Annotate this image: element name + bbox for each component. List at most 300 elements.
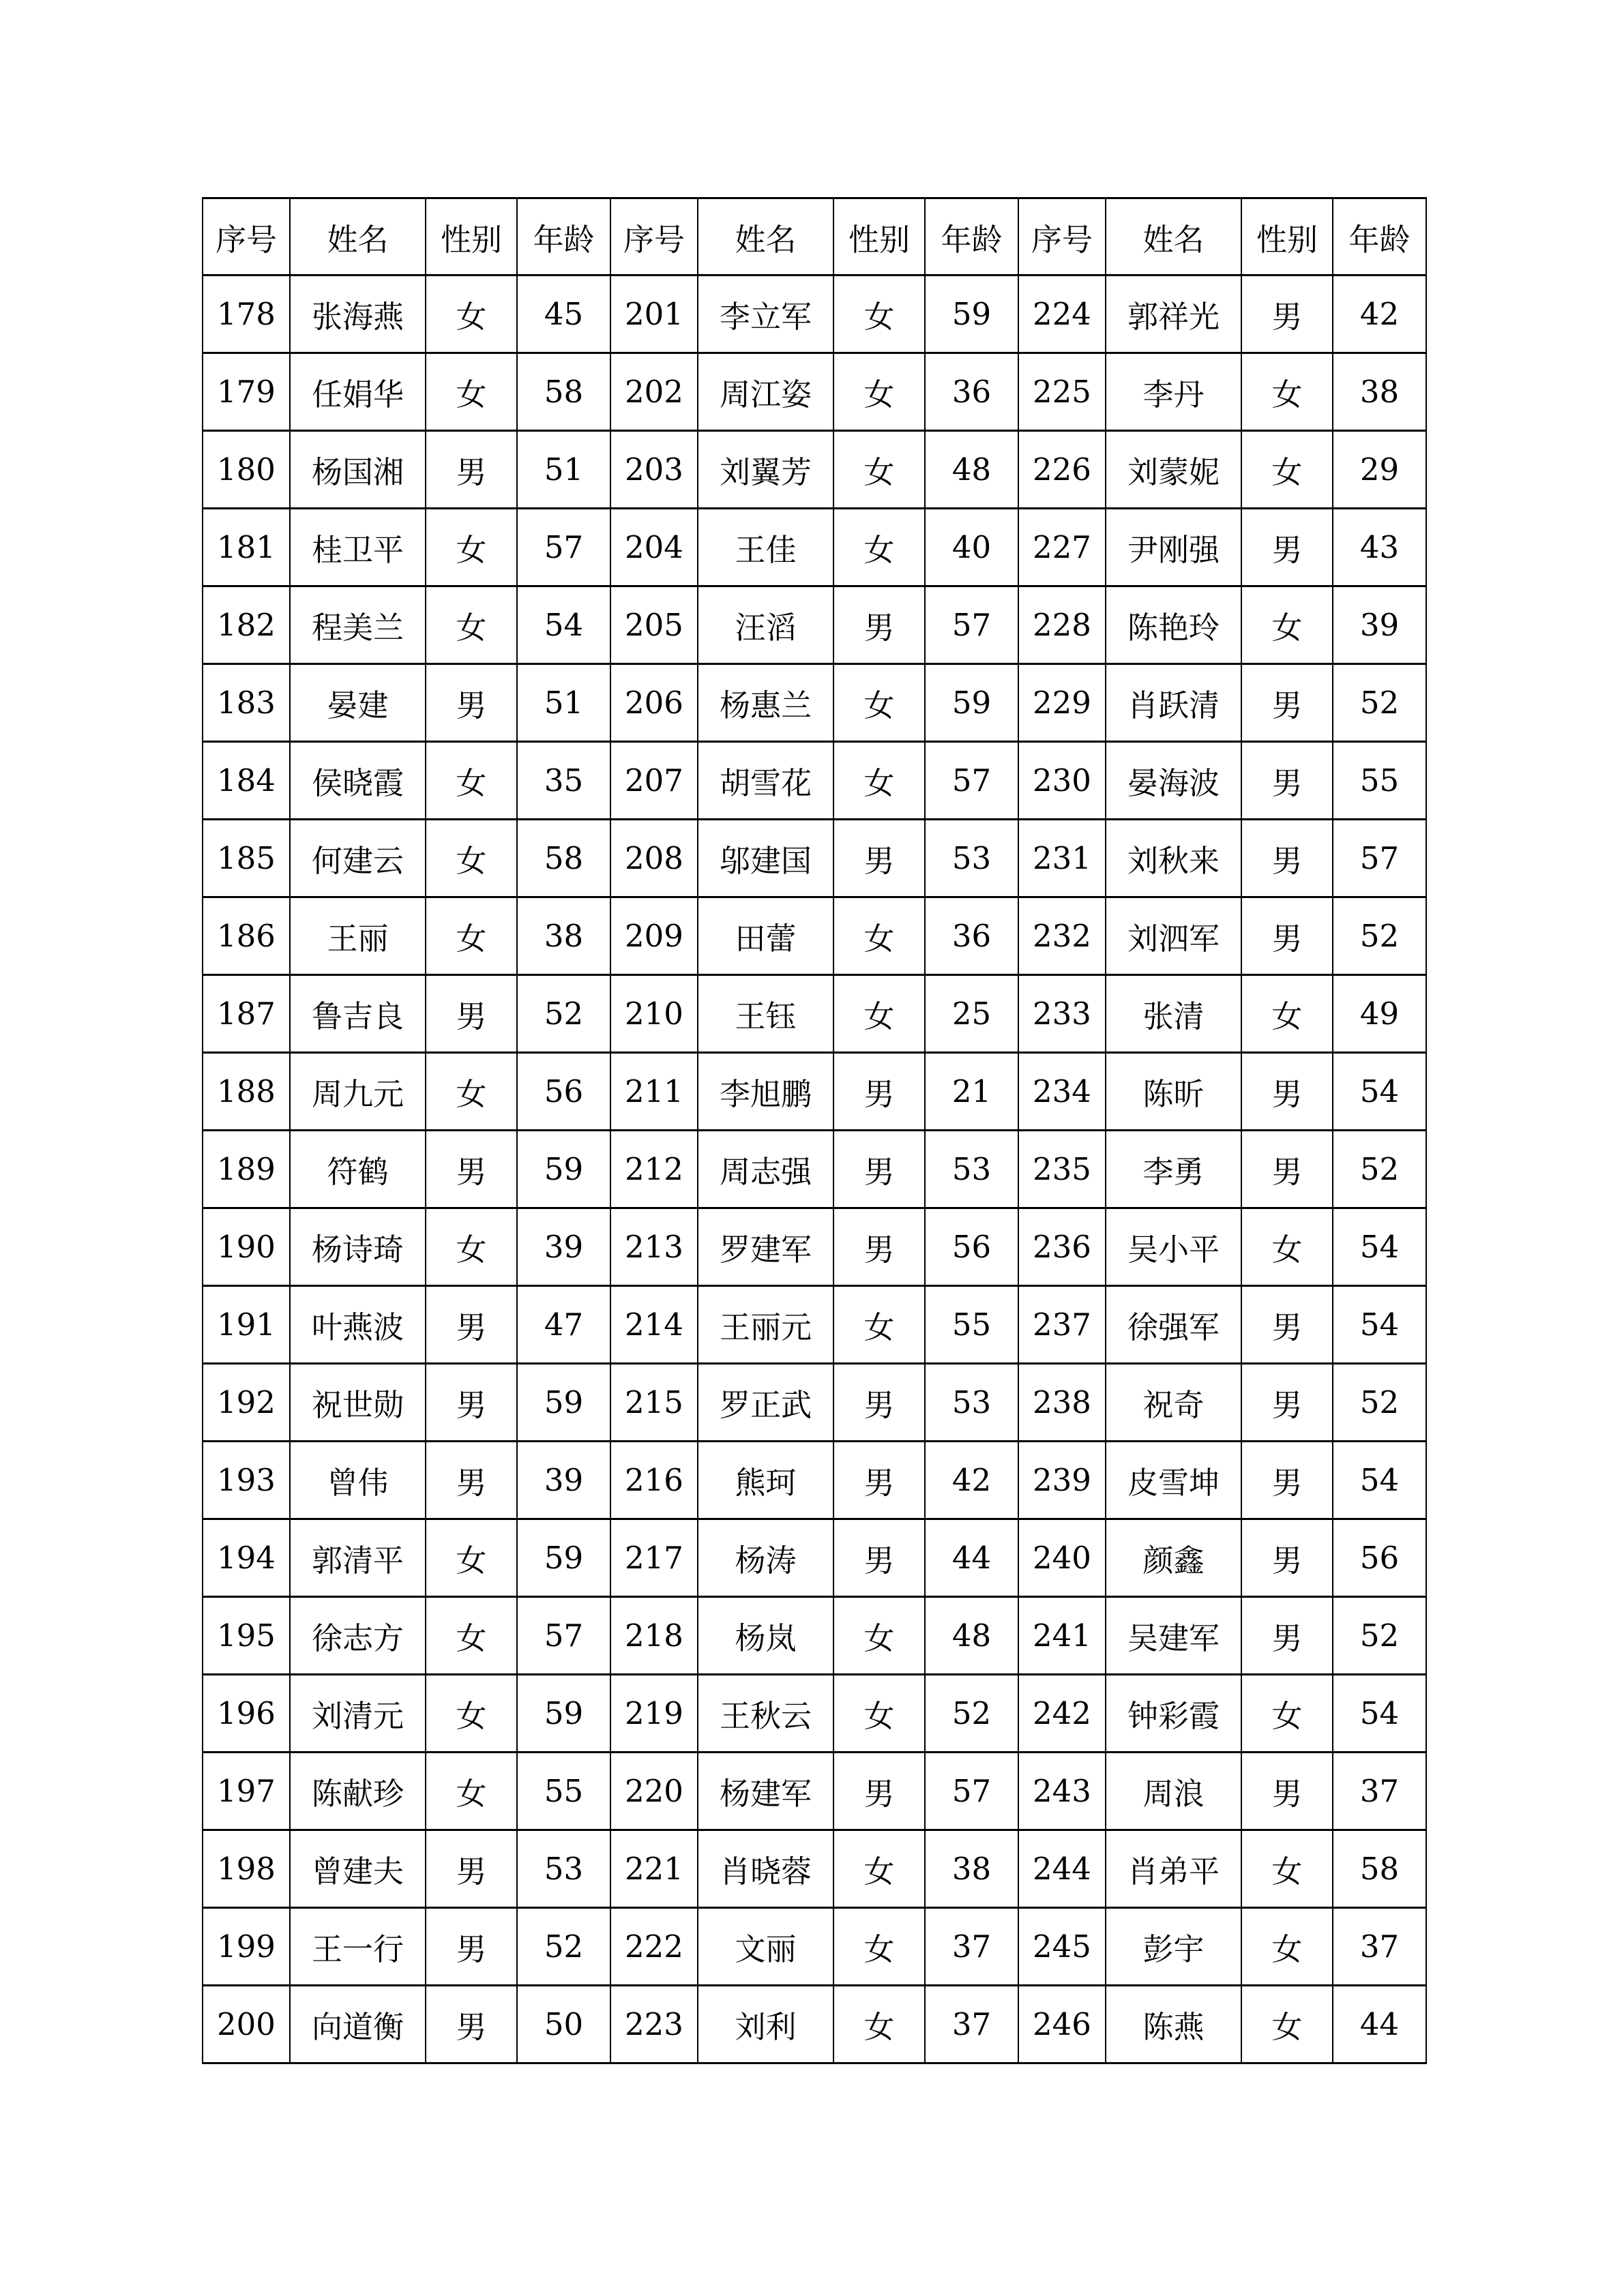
table-cell: 180 [203, 431, 290, 509]
table-cell: 女 [833, 1986, 925, 2063]
table-cell: 37 [925, 1908, 1018, 1986]
table-cell: 男 [833, 1053, 925, 1131]
table-cell: 陈燕 [1106, 1986, 1241, 2063]
table-cell: 皮雪坤 [1106, 1442, 1241, 1519]
table-cell: 女 [426, 820, 517, 897]
table-cell: 女 [1241, 1675, 1333, 1753]
table-cell: 49 [1333, 975, 1426, 1053]
table-cell: 李丹 [1106, 353, 1241, 431]
table-cell: 王丽元 [698, 1286, 833, 1364]
table-cell: 陈昕 [1106, 1053, 1241, 1131]
table-cell: 李旭鹏 [698, 1053, 833, 1131]
table-cell: 178 [203, 275, 290, 353]
table-cell: 57 [925, 1753, 1018, 1830]
table-cell: 54 [1333, 1442, 1426, 1519]
table-cell: 37 [1333, 1753, 1426, 1830]
table-row [203, 275, 1426, 353]
table-cell: 47 [517, 1286, 610, 1364]
table-cell: 祝世勋 [290, 1364, 426, 1442]
table-cell: 男 [426, 1364, 517, 1442]
table-cell: 女 [426, 742, 517, 820]
table-cell: 40 [925, 509, 1018, 586]
table-cell: 肖晓蓉 [698, 1830, 833, 1908]
table-cell: 37 [1333, 1908, 1426, 1986]
table-row [203, 431, 1426, 509]
table-cell: 祝奇 [1106, 1364, 1241, 1442]
table-cell: 女 [1241, 353, 1333, 431]
table-row [203, 1131, 1426, 1208]
table-cell: 男 [1241, 1442, 1333, 1519]
table-cell: 刘秋来 [1106, 820, 1241, 897]
header-cell: 序号 [203, 198, 290, 275]
table-cell: 227 [1018, 509, 1106, 586]
header-cell: 性别 [426, 198, 517, 275]
table-cell: 44 [925, 1519, 1018, 1597]
table-cell: 53 [925, 1364, 1018, 1442]
table-cell: 女 [426, 509, 517, 586]
table-cell: 191 [203, 1286, 290, 1364]
table-cell: 女 [833, 897, 925, 975]
table-cell: 44 [1333, 1986, 1426, 2063]
table-cell: 235 [1018, 1131, 1106, 1208]
table-cell: 男 [1241, 1286, 1333, 1364]
table-cell: 女 [1241, 1986, 1333, 2063]
table-cell: 42 [1333, 275, 1426, 353]
table-cell: 男 [426, 1131, 517, 1208]
table-row [203, 509, 1426, 586]
table-cell: 女 [1241, 1208, 1333, 1286]
table-cell: 179 [203, 353, 290, 431]
table-cell: 桂卫平 [290, 509, 426, 586]
table-cell: 女 [833, 431, 925, 509]
table-cell: 熊珂 [698, 1442, 833, 1519]
table-cell: 郭祥光 [1106, 275, 1241, 353]
header-row [203, 198, 1426, 275]
table-cell: 48 [925, 1597, 1018, 1675]
table-row [203, 1597, 1426, 1675]
table-cell: 彭宇 [1106, 1908, 1241, 1986]
table-body [203, 198, 1426, 2063]
table-cell: 54 [1333, 1286, 1426, 1364]
table-cell: 男 [426, 1442, 517, 1519]
table-cell: 209 [610, 897, 698, 975]
table-cell: 196 [203, 1675, 290, 1753]
table-row [203, 1830, 1426, 1908]
table-cell: 男 [1241, 1597, 1333, 1675]
table-cell: 女 [426, 1208, 517, 1286]
table-cell: 男 [1241, 509, 1333, 586]
table-cell: 237 [1018, 1286, 1106, 1364]
table-cell: 王丽 [290, 897, 426, 975]
table-cell: 肖弟平 [1106, 1830, 1241, 1908]
table-cell: 243 [1018, 1753, 1106, 1830]
table-cell: 晏建 [290, 664, 426, 742]
table-cell: 女 [426, 275, 517, 353]
table-cell: 50 [517, 1986, 610, 2063]
header-cell: 姓名 [1106, 198, 1241, 275]
table-cell: 57 [1333, 820, 1426, 897]
table-cell: 232 [1018, 897, 1106, 975]
table-cell: 53 [517, 1830, 610, 1908]
table-cell: 男 [1241, 1364, 1333, 1442]
table-cell: 王钰 [698, 975, 833, 1053]
table-cell: 48 [925, 431, 1018, 509]
table-cell: 女 [1241, 586, 1333, 664]
table-cell: 罗建军 [698, 1208, 833, 1286]
table-cell: 吴建军 [1106, 1597, 1241, 1675]
table-cell: 徐强军 [1106, 1286, 1241, 1364]
table-cell: 54 [1333, 1053, 1426, 1131]
table-cell: 230 [1018, 742, 1106, 820]
table-cell: 241 [1018, 1597, 1106, 1675]
table-cell: 218 [610, 1597, 698, 1675]
table-cell: 王佳 [698, 509, 833, 586]
table-cell: 周江姿 [698, 353, 833, 431]
table-cell: 女 [1241, 975, 1333, 1053]
table-cell: 53 [925, 820, 1018, 897]
table-row [203, 1364, 1426, 1442]
table-cell: 200 [203, 1986, 290, 2063]
table-cell: 183 [203, 664, 290, 742]
table-cell: 文丽 [698, 1908, 833, 1986]
table-cell: 231 [1018, 820, 1106, 897]
table-cell: 245 [1018, 1908, 1106, 1986]
table-cell: 214 [610, 1286, 698, 1364]
table-cell: 男 [833, 586, 925, 664]
table-row [203, 1208, 1426, 1286]
table-cell: 236 [1018, 1208, 1106, 1286]
table-cell: 52 [517, 975, 610, 1053]
table-cell: 郭清平 [290, 1519, 426, 1597]
header-cell: 序号 [610, 198, 698, 275]
table-cell: 女 [426, 1753, 517, 1830]
table-cell: 女 [1241, 1830, 1333, 1908]
table-cell: 197 [203, 1753, 290, 1830]
table-cell: 54 [1333, 1208, 1426, 1286]
table-cell: 女 [426, 1597, 517, 1675]
table-cell: 肖跃清 [1106, 664, 1241, 742]
header-cell: 序号 [1018, 198, 1106, 275]
table-cell: 杨惠兰 [698, 664, 833, 742]
table-cell: 56 [517, 1053, 610, 1131]
header-cell: 性别 [1241, 198, 1333, 275]
header-cell: 年龄 [517, 198, 610, 275]
table-cell: 52 [1333, 1597, 1426, 1675]
table-cell: 女 [1241, 431, 1333, 509]
table-cell: 37 [925, 1986, 1018, 2063]
table-cell: 192 [203, 1364, 290, 1442]
table-cell: 叶燕波 [290, 1286, 426, 1364]
table-cell: 男 [833, 1442, 925, 1519]
table-cell: 54 [1333, 1675, 1426, 1753]
table-cell: 223 [610, 1986, 698, 2063]
header-cell: 姓名 [698, 198, 833, 275]
table-cell: 刘清元 [290, 1675, 426, 1753]
table-cell: 42 [925, 1442, 1018, 1519]
table-cell: 吴小平 [1106, 1208, 1241, 1286]
table-cell: 45 [517, 275, 610, 353]
table-cell: 男 [426, 1986, 517, 2063]
table-cell: 58 [1333, 1830, 1426, 1908]
table-cell: 女 [833, 353, 925, 431]
table-cell: 55 [925, 1286, 1018, 1364]
table-cell: 36 [925, 897, 1018, 975]
header-cell: 年龄 [925, 198, 1018, 275]
table-cell: 女 [426, 1519, 517, 1597]
table-cell: 男 [833, 820, 925, 897]
table-cell: 221 [610, 1830, 698, 1908]
table-cell: 男 [1241, 1753, 1333, 1830]
table-cell: 女 [426, 897, 517, 975]
table-cell: 244 [1018, 1830, 1106, 1908]
table-cell: 51 [517, 431, 610, 509]
table-cell: 杨岚 [698, 1597, 833, 1675]
table-cell: 陈艳玲 [1106, 586, 1241, 664]
table-cell: 57 [925, 742, 1018, 820]
table-cell: 57 [925, 586, 1018, 664]
table-cell: 周浪 [1106, 1753, 1241, 1830]
table-row [203, 1519, 1426, 1597]
table-cell: 59 [517, 1675, 610, 1753]
table-cell: 女 [426, 586, 517, 664]
table-cell: 52 [517, 1908, 610, 1986]
table-row [203, 897, 1426, 975]
table-cell: 58 [517, 820, 610, 897]
table-cell: 202 [610, 353, 698, 431]
table-cell: 203 [610, 431, 698, 509]
table-cell: 颜鑫 [1106, 1519, 1241, 1597]
table-cell: 194 [203, 1519, 290, 1597]
table-cell: 男 [426, 1908, 517, 1986]
table-cell: 195 [203, 1597, 290, 1675]
table-cell: 女 [426, 1675, 517, 1753]
table-cell: 210 [610, 975, 698, 1053]
table-cell: 229 [1018, 664, 1106, 742]
table-cell: 女 [833, 509, 925, 586]
table-cell: 男 [1241, 664, 1333, 742]
table-row [203, 1286, 1426, 1364]
table-cell: 田蕾 [698, 897, 833, 975]
table-cell: 184 [203, 742, 290, 820]
table-cell: 程美兰 [290, 586, 426, 664]
table-cell: 王一行 [290, 1908, 426, 1986]
table-cell: 38 [1333, 353, 1426, 431]
table-cell: 男 [833, 1519, 925, 1597]
table-cell: 225 [1018, 353, 1106, 431]
table-cell: 李立军 [698, 275, 833, 353]
table-cell: 侯晓霞 [290, 742, 426, 820]
table-cell: 189 [203, 1131, 290, 1208]
table-cell: 52 [925, 1675, 1018, 1753]
table-cell: 杨国湘 [290, 431, 426, 509]
table-row [203, 975, 1426, 1053]
table-cell: 59 [925, 664, 1018, 742]
table-cell: 240 [1018, 1519, 1106, 1597]
table-cell: 周九元 [290, 1053, 426, 1131]
table-cell: 239 [1018, 1442, 1106, 1519]
table-cell: 曾伟 [290, 1442, 426, 1519]
table-cell: 女 [833, 1908, 925, 1986]
table-cell: 219 [610, 1675, 698, 1753]
table-cell: 56 [925, 1208, 1018, 1286]
table-cell: 李勇 [1106, 1131, 1241, 1208]
table-cell: 男 [833, 1131, 925, 1208]
roster-table [202, 197, 1427, 2064]
table-cell: 任娟华 [290, 353, 426, 431]
table-cell: 男 [833, 1364, 925, 1442]
table-cell: 男 [426, 664, 517, 742]
table-cell: 55 [517, 1753, 610, 1830]
table-cell: 男 [1241, 275, 1333, 353]
table-cell: 36 [925, 353, 1018, 431]
table-cell: 207 [610, 742, 698, 820]
table-cell: 男 [1241, 1131, 1333, 1208]
table-row [203, 1986, 1426, 2063]
table-cell: 53 [925, 1131, 1018, 1208]
table-cell: 212 [610, 1131, 698, 1208]
table-cell: 女 [833, 1675, 925, 1753]
table-cell: 51 [517, 664, 610, 742]
table-cell: 217 [610, 1519, 698, 1597]
table-cell: 43 [1333, 509, 1426, 586]
table-cell: 女 [833, 742, 925, 820]
table-cell: 晏海波 [1106, 742, 1241, 820]
table-cell: 224 [1018, 275, 1106, 353]
table-cell: 193 [203, 1442, 290, 1519]
table-cell: 234 [1018, 1053, 1106, 1131]
table-row [203, 820, 1426, 897]
table-cell: 238 [1018, 1364, 1106, 1442]
table-cell: 182 [203, 586, 290, 664]
table-cell: 刘翼芳 [698, 431, 833, 509]
table-cell: 59 [517, 1364, 610, 1442]
table-cell: 181 [203, 509, 290, 586]
table-cell: 男 [426, 1286, 517, 1364]
table-cell: 57 [517, 1597, 610, 1675]
table-row [203, 1675, 1426, 1753]
table-cell: 杨诗琦 [290, 1208, 426, 1286]
table-cell: 52 [1333, 897, 1426, 975]
table-cell: 54 [517, 586, 610, 664]
table-cell: 汪滔 [698, 586, 833, 664]
table-cell: 男 [426, 1830, 517, 1908]
table-cell: 215 [610, 1364, 698, 1442]
table-cell: 陈献珍 [290, 1753, 426, 1830]
table-cell: 206 [610, 664, 698, 742]
table-cell: 39 [517, 1208, 610, 1286]
table-cell: 男 [1241, 1053, 1333, 1131]
table-cell: 杨涛 [698, 1519, 833, 1597]
table-cell: 216 [610, 1442, 698, 1519]
table-cell: 228 [1018, 586, 1106, 664]
table-cell: 52 [1333, 1131, 1426, 1208]
table-cell: 徐志方 [290, 1597, 426, 1675]
header-cell: 姓名 [290, 198, 426, 275]
table-cell: 男 [1241, 1519, 1333, 1597]
table-cell: 周志强 [698, 1131, 833, 1208]
table-cell: 208 [610, 820, 698, 897]
table-cell: 205 [610, 586, 698, 664]
table-cell: 曾建夫 [290, 1830, 426, 1908]
table-cell: 男 [426, 975, 517, 1053]
table-cell: 鲁吉良 [290, 975, 426, 1053]
table-cell: 56 [1333, 1519, 1426, 1597]
table-cell: 刘利 [698, 1986, 833, 2063]
table-cell: 杨建军 [698, 1753, 833, 1830]
table-cell: 35 [517, 742, 610, 820]
table-cell: 女 [833, 1286, 925, 1364]
table-row [203, 353, 1426, 431]
table-cell: 刘泗军 [1106, 897, 1241, 975]
table-cell: 39 [517, 1442, 610, 1519]
table-cell: 59 [517, 1131, 610, 1208]
table-cell: 39 [1333, 586, 1426, 664]
table-cell: 211 [610, 1053, 698, 1131]
table-cell: 女 [426, 1053, 517, 1131]
table-cell: 21 [925, 1053, 1018, 1131]
table-cell: 胡雪花 [698, 742, 833, 820]
table-cell: 25 [925, 975, 1018, 1053]
table-cell: 女 [833, 975, 925, 1053]
table-cell: 男 [426, 431, 517, 509]
table-cell: 186 [203, 897, 290, 975]
table-cell: 张清 [1106, 975, 1241, 1053]
table-cell: 钟彩霞 [1106, 1675, 1241, 1753]
table-cell: 198 [203, 1830, 290, 1908]
table-row [203, 1753, 1426, 1830]
table-row [203, 742, 1426, 820]
table-cell: 刘蒙妮 [1106, 431, 1241, 509]
table-cell: 女 [833, 1830, 925, 1908]
table-cell: 男 [1241, 897, 1333, 975]
table-cell: 何建云 [290, 820, 426, 897]
table-cell: 女 [426, 353, 517, 431]
table-cell: 女 [833, 275, 925, 353]
table-cell: 190 [203, 1208, 290, 1286]
table-row [203, 1908, 1426, 1986]
table-cell: 242 [1018, 1675, 1106, 1753]
table-cell: 女 [833, 1597, 925, 1675]
table-cell: 女 [1241, 1908, 1333, 1986]
table-cell: 59 [925, 275, 1018, 353]
table-cell: 226 [1018, 431, 1106, 509]
table-cell: 女 [833, 664, 925, 742]
table-cell: 男 [833, 1208, 925, 1286]
table-cell: 185 [203, 820, 290, 897]
table-cell: 58 [517, 353, 610, 431]
table-cell: 213 [610, 1208, 698, 1286]
table-cell: 55 [1333, 742, 1426, 820]
table-row [203, 664, 1426, 742]
table-cell: 52 [1333, 1364, 1426, 1442]
table-row [203, 1053, 1426, 1131]
table-cell: 38 [517, 897, 610, 975]
table-row [203, 586, 1426, 664]
table-cell: 220 [610, 1753, 698, 1830]
table-cell: 男 [1241, 820, 1333, 897]
table-cell: 52 [1333, 664, 1426, 742]
table-cell: 尹刚强 [1106, 509, 1241, 586]
table-cell: 204 [610, 509, 698, 586]
table-cell: 199 [203, 1908, 290, 1986]
table-cell: 188 [203, 1053, 290, 1131]
table-cell: 201 [610, 275, 698, 353]
table-cell: 张海燕 [290, 275, 426, 353]
header-cell: 年龄 [1333, 198, 1426, 275]
table-cell: 男 [1241, 742, 1333, 820]
table-cell: 59 [517, 1519, 610, 1597]
table-cell: 187 [203, 975, 290, 1053]
